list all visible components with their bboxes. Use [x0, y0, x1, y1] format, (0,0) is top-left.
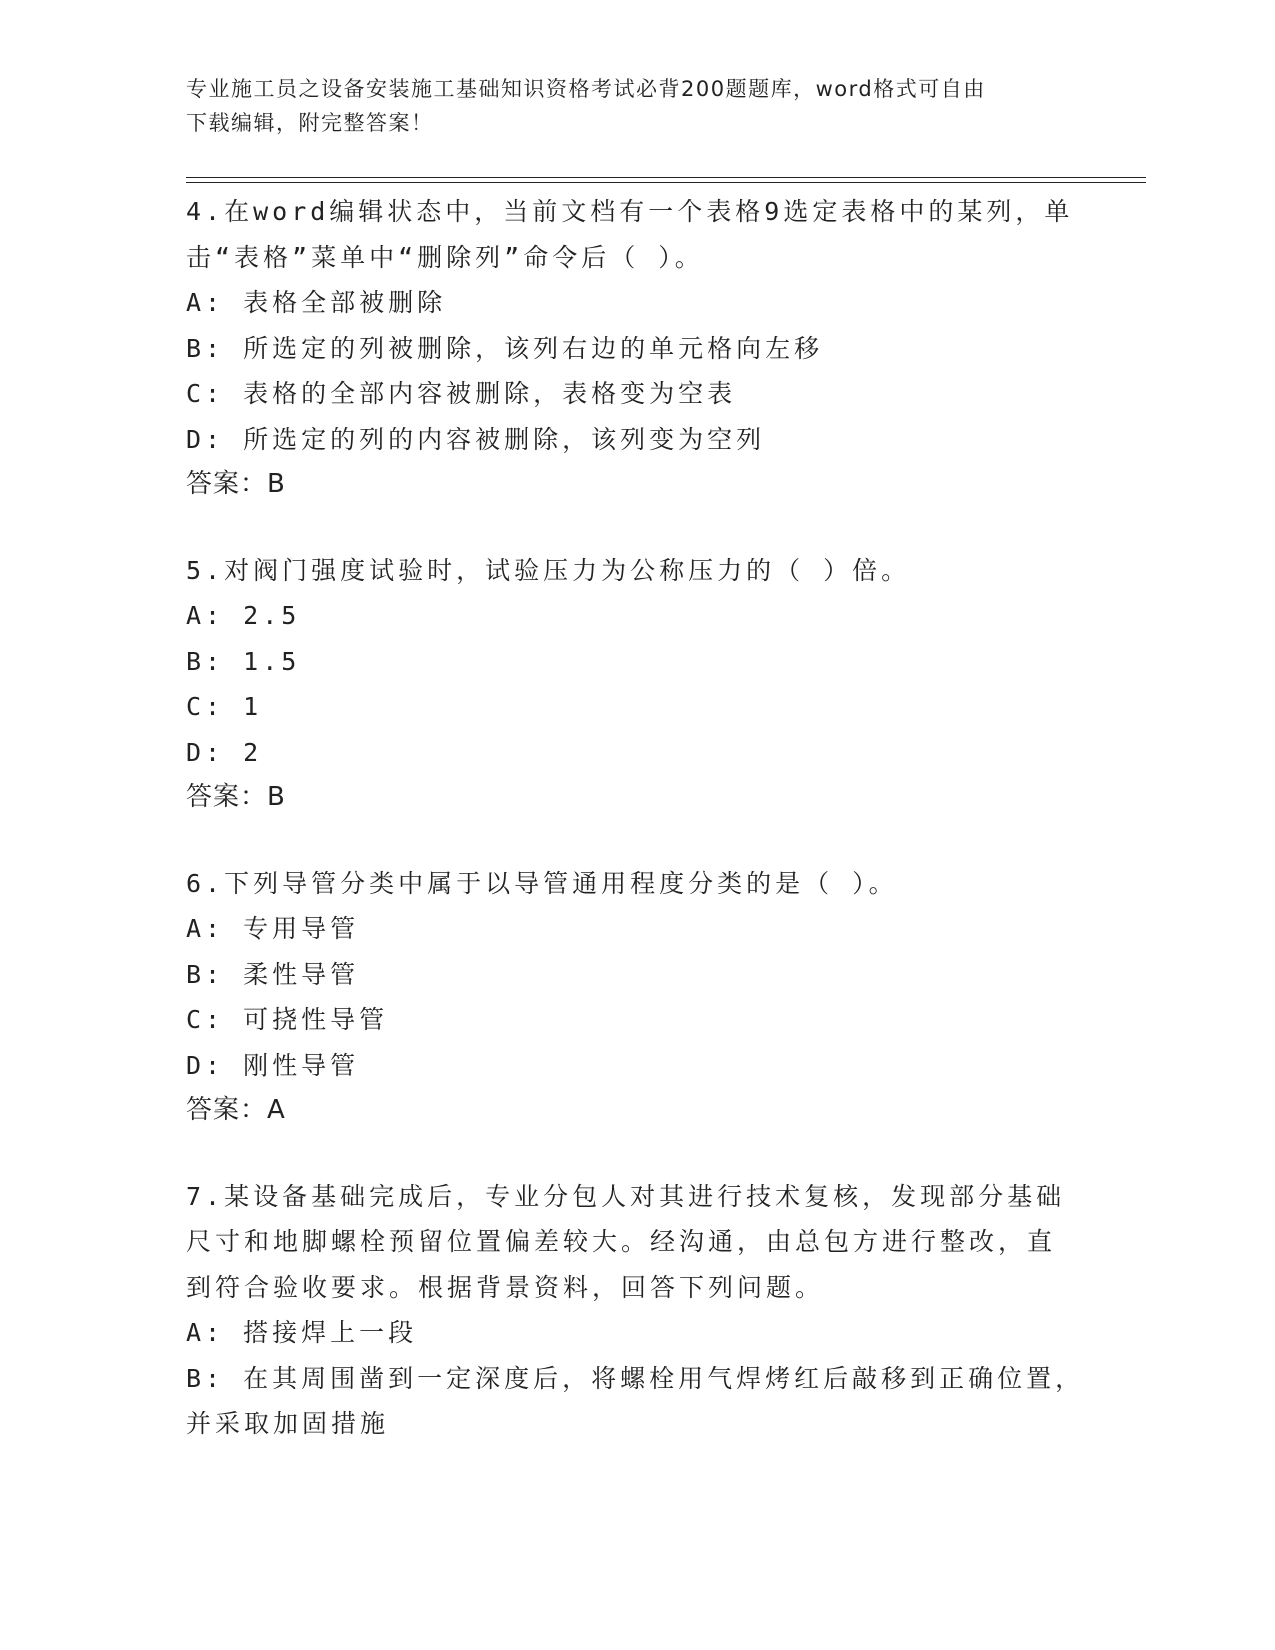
option-a: A: 表格全部被删除	[186, 288, 447, 317]
option-c: C: 表格的全部内容被删除，表格变为空表	[186, 379, 737, 408]
option-d: D: 所选定的列的内容被删除，该列变为空列	[186, 424, 766, 454]
option-a: A: 搭接焊上一段	[186, 1318, 418, 1347]
option-c: C: 1	[186, 692, 263, 721]
question-stem-line: 击“表格”菜单中“删除列”命令后（ ）。	[186, 242, 704, 272]
option-c: C: 可挠性导管	[186, 1005, 389, 1034]
header-line-2: 下载编辑，附完整答案！	[186, 111, 434, 135]
question-stem-line: 7.某设备基础完成后，专业分包人对其进行技术复核，发现部分基础	[186, 1181, 1066, 1211]
option-b: B: 在其周围凿到一定深度后，将螺栓用气焊烤红后敲移到正确位置，	[186, 1363, 1085, 1393]
header-divider-top	[186, 177, 1146, 178]
option-b: B: 1.5	[186, 646, 301, 676]
answer-label: 答案：A	[186, 1095, 286, 1125]
question-list	[186, 189, 1086, 1487]
option-d: D: 2	[186, 737, 263, 767]
question-7	[186, 1174, 1086, 1447]
option-b: B: 柔性导管	[186, 959, 360, 989]
answer-label: 答案：B	[186, 469, 286, 499]
option-d: D: 刚性导管	[186, 1050, 360, 1080]
question-stem-line: 6.下列导管分类中属于以导管通用程度分类的是（ ）。	[186, 868, 898, 898]
question-stem-line: 5.对阀门强度试验时，试验压力为公称压力的（ ）倍。	[186, 555, 911, 585]
option-a: A: 2.5	[186, 601, 301, 630]
question-stem-line: 4.在word编辑状态中，当前文档有一个表格9选定表格中的某列，单	[186, 197, 1074, 226]
header-divider-bottom	[186, 182, 1146, 183]
option-a: A: 专用导管	[186, 914, 360, 943]
question-6	[186, 861, 1086, 1134]
question-stem-line: 到符合验收要求。根据背景资料，回答下列问题。	[186, 1272, 825, 1302]
document-header	[186, 72, 1066, 140]
answer-label: 答案：B	[186, 782, 286, 812]
option-b-continued: 并采取加固措施	[186, 1409, 390, 1438]
question-stem-line: 尺寸和地脚螺栓预留位置偏差较大。经沟通，由总包方进行整改，直	[186, 1227, 1057, 1256]
question-5	[186, 548, 1086, 821]
option-b: B: 所选定的列被删除，该列右边的单元格向左移	[186, 333, 824, 363]
question-4	[186, 189, 1086, 508]
header-line-1: 专业施工员之设备安装施工基础知识资格考试必背200题题库，word格式可自由	[186, 77, 986, 101]
